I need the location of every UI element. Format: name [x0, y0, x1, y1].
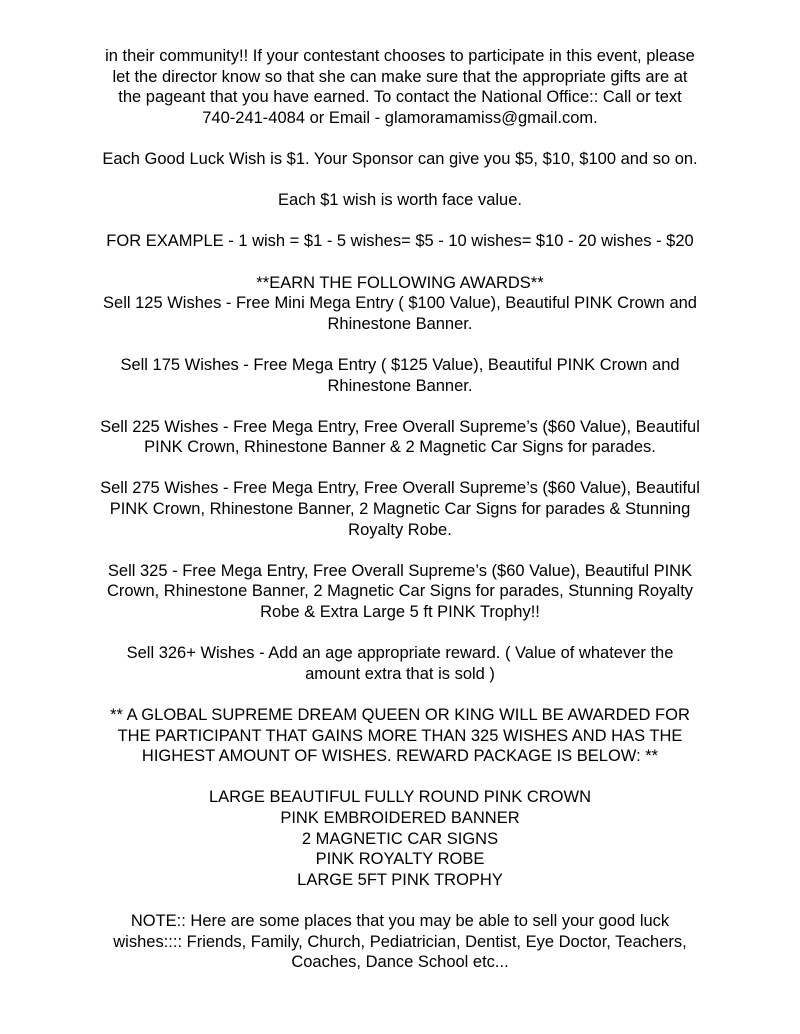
text-line: Royalty Robe.: [348, 520, 452, 539]
text-line: in their community!! If your contestant chooses to participate in this event, please: [105, 47, 695, 65]
reward-item: LARGE BEAUTIFUL FULLY ROUND PINK CROWN: [208, 788, 591, 807]
wish-price-paragraph: [70, 149, 730, 170]
text-line: amount extra that is sold ): [305, 664, 495, 683]
award-225-paragraph: [70, 417, 730, 458]
award-326-paragraph: [70, 643, 730, 684]
text-line: Sell 225 Wishes - Free Mega Entry, Free Overall Supreme’s ($60 Value), Beautiful: [100, 417, 700, 436]
text-line: wishes:::: Friends, Family, Church, Pediatrician, Dentist, Eye Doctor, Teachers,: [113, 932, 687, 951]
example-paragraph: [70, 231, 730, 252]
text-line: Rhinestone Banner.: [327, 376, 473, 395]
text-line: ** A GLOBAL SUPREME DREAM QUEEN OR KING WILL BE AWARDED FOR: [110, 706, 690, 724]
note-paragraph: [70, 911, 730, 973]
text-line: Sell 325 - Free Mega Entry, Free Overall Supreme’s ($60 Value), Beautiful PINK: [107, 561, 693, 580]
text-line: Sell 125 Wishes - Free Mini Mega Entry ( $100 Value), Beautiful PINK Crown and: [103, 294, 697, 313]
text-line: the pageant that you have earned. To contact the National Office:: Call or text: [118, 88, 682, 107]
intro-paragraph: [70, 46, 730, 128]
text-line: Each $1 wish is worth face value.: [278, 191, 522, 210]
awards-125-section: [70, 273, 730, 335]
text-line: PINK Crown, Rhinestone Banner, 2 Magnetic Car Signs for parades & Stunning: [109, 500, 691, 519]
award-325-paragraph: [70, 561, 730, 623]
award-275-paragraph: [70, 478, 730, 540]
reward-item: 2 MAGNETIC CAR SIGNS: [301, 829, 499, 848]
award-175-paragraph: [70, 355, 730, 396]
text-line: THE PARTICIPANT THAT GAINS MORE THAN 325 WISHES AND HAS THE: [117, 726, 683, 745]
text-line: HIGHEST AMOUNT OF WISHES. REWARD PACKAGE IS BELOW: **: [141, 747, 659, 766]
reward-item: PINK EMBROIDERED BANNER: [280, 808, 520, 827]
text-line: Crown, Rhinestone Banner, 2 Magnetic Car Signs for parades, Stunning Royalty: [106, 582, 694, 601]
reward-item: PINK ROYALTY ROBE: [315, 850, 485, 869]
text-line: Sell 175 Wishes - Free Mega Entry ( $125 Value), Beautiful PINK Crown and: [120, 355, 680, 374]
text-line: Sell 275 Wishes - Free Mega Entry, Free Overall Supreme’s ($60 Value), Beautiful: [100, 479, 700, 498]
text-line: let the director know so that she can make sure that the appropriate gifts are at: [112, 67, 688, 86]
document-body: [70, 46, 730, 973]
awards-heading: **EARN THE FOLLOWING AWARDS**: [256, 273, 544, 292]
face-value-paragraph: [70, 190, 730, 211]
text-line: Rhinestone Banner.: [327, 314, 473, 333]
contact-line: 740-241-4084 or Email - glamoramamiss@gmail.com.: [202, 108, 598, 127]
text-line: PINK Crown, Rhinestone Banner & 2 Magnetic Car Signs for parades.: [144, 438, 656, 457]
reward-package-list: [70, 787, 730, 890]
text-line: Robe & Extra Large 5 ft PINK Trophy!!: [260, 603, 540, 622]
text-line: Each Good Luck Wish is $1. Your Sponsor can give you $5, $10, $100 and so on.: [102, 149, 698, 168]
text-line: Sell 326+ Wishes - Add an age appropriate reward. ( Value of whatever the: [126, 644, 674, 663]
text-line: Coaches, Dance School etc...: [291, 953, 509, 972]
text-line: NOTE:: Here are some places that you may be able to sell your good luck: [130, 911, 670, 930]
global-supreme-paragraph: [70, 705, 730, 767]
text-line: FOR EXAMPLE - 1 wish = $1 - 5 wishes= $5 - 10 wishes= $10 - 20 wishes - $20: [106, 232, 694, 251]
reward-item: LARGE 5FT PINK TROPHY: [297, 870, 503, 889]
